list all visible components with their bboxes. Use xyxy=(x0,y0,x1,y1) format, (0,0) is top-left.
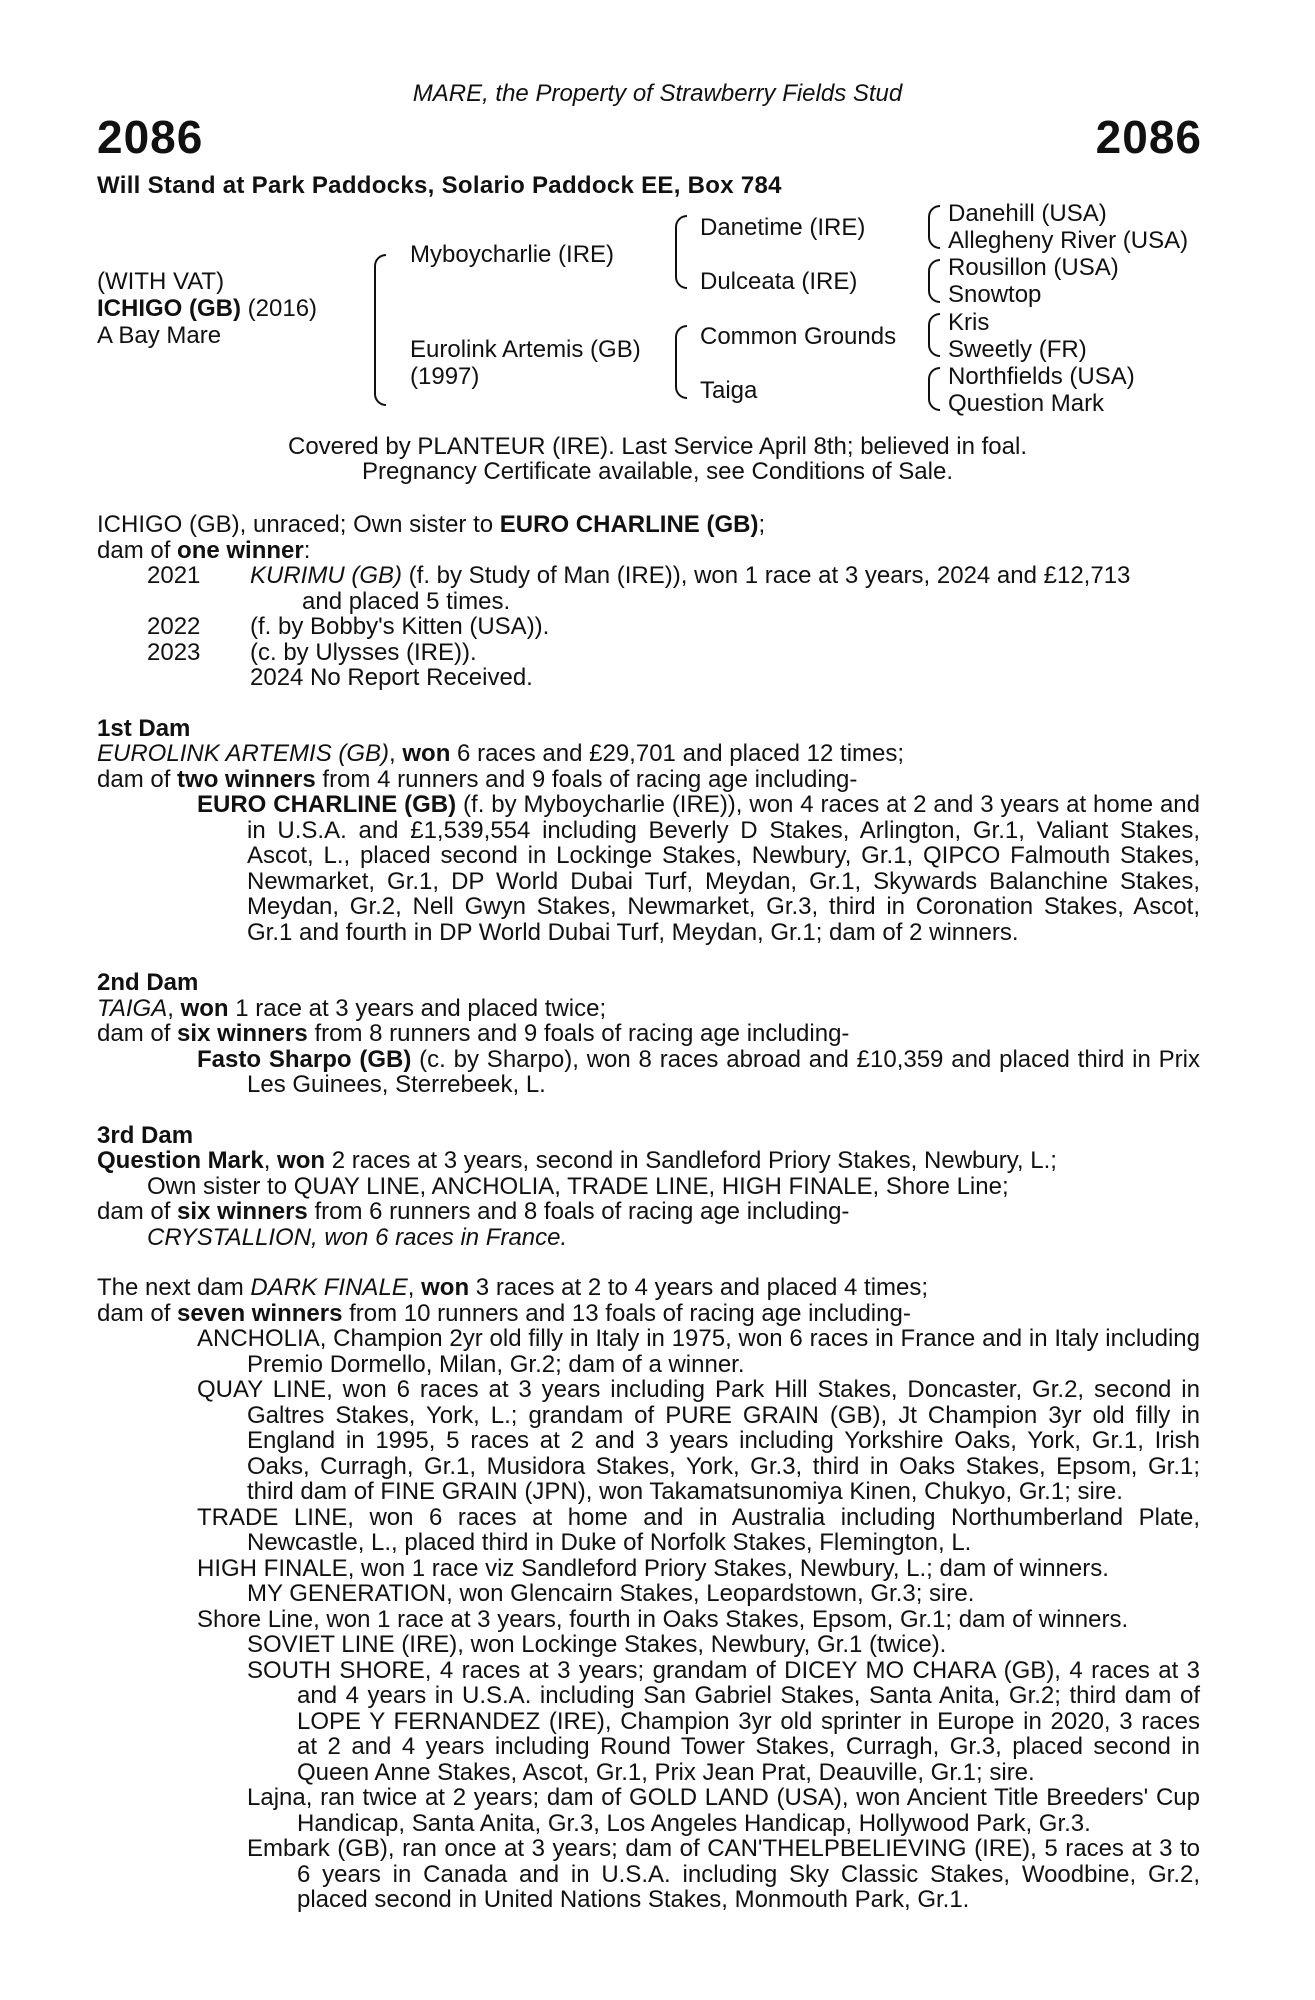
dam1-line-1: EUROLINK ARTEMIS (GB), won 6 races and £29,701 and placed 12 times; xyxy=(97,740,905,767)
horse-name: ICHIGO (GB) xyxy=(97,295,241,322)
intro-line-1: ICHIGO (GB), unraced; Own sister to EURO CHARLINE (GB); xyxy=(97,511,766,538)
g3-4: Snowtop xyxy=(948,281,1042,308)
nextdam-line-2: dam of seven winners from 10 runners and 13 foals of racing age including- xyxy=(97,1299,911,1327)
page-title: MARE, the Property of Strawberry Fields Stud xyxy=(412,80,903,107)
dam3-own-sister: Own sister to QUAY LINE, ANCHOLIA, TRADE LINE, HIGH FINALE, Shore Line; xyxy=(147,1172,1009,1200)
entry-soviet-line: SOVIET LINE (IRE), won Lockinge Stakes, Newbury, Gr.1 (twice). xyxy=(247,1631,947,1658)
g3-3: Rousillon (USA) xyxy=(948,254,1119,281)
vat-note: (WITH VAT) xyxy=(97,268,225,295)
entry-quay-line: QUAY LINE, won 6 races at 3 years including Park Hill Stakes, Doncaster, Gr.2, second in Galtres Stakes, York, L.; grandam of PURE GRAIN (GB), Jt Champion 3yr old filly in England in 1995, 5 races at 2 and 3 years including Yorkshire Oaks, York, Gr.1, Irish Oaks, Curragh, Gr.1, Musidora Stakes, York, Gr.3, third in Oaks Stakes, Epsom, Gr.1; third dam of FINE GRAIN (JPN), won Takamatsunomiya Kinen, Chukyo, Gr.1; sire. xyxy=(197,1376,1200,1505)
entry-ancholia: ANCHOLIA, Champion 2yr old filly in Italy in 1975, won 6 races in France and in Italy including Premio Dormello, Milan, Gr.2; dam of a winner. xyxy=(197,1325,1200,1378)
dam3-line-2: dam of six winners from 6 runners and 8 foals of racing age including- xyxy=(97,1198,850,1225)
brace-dam-parents xyxy=(675,325,687,399)
brace-sire-parents xyxy=(675,215,687,289)
dam1-line-2: dam of two winners from 4 runners and 9 foals of racing age including- xyxy=(97,765,858,793)
entry-lajna: Lajna, ran twice at 2 years; dam of GOLD LAND (USA), won Ancient Title Breeders' Cup Handicap, Santa Anita, Gr.3, Los Angeles Handicap, Hollywood Park, Gr.3. xyxy=(247,1784,1200,1837)
covered-by: Covered by PLANTEUR (IRE). Last Service April 8th; believed in foal. xyxy=(288,433,1027,460)
sire-dam: Dulceata (IRE) xyxy=(700,268,858,295)
brace-g3-3 xyxy=(928,313,940,357)
g3-7: Northfields (USA) xyxy=(948,363,1135,390)
dam2-line-1: TAIGA, won 1 race at 3 years and placed twice; xyxy=(97,994,607,1022)
intro-line-2: dam of one winner: xyxy=(97,536,311,564)
brace-g3-4 xyxy=(928,367,940,411)
entry-embark: Embark (GB), ran once at 3 years; dam of CAN'THELPBELIEVING (IRE), 5 races at 3 to 6 years in Canada and in U.S.A. including Sky Classic Stakes, Woodbine, Gr.2, placed second in United Nations Stakes, Monmouth Park, Gr.1. xyxy=(247,1835,1200,1913)
dam2-entry: Fasto Sharpo (GB) (c. by Sharpo), won 8 races abroad and £10,359 and placed third in Prix Les Guinees, Sterrebeek, L. xyxy=(197,1045,1200,1098)
g3-6: Sweetly (FR) xyxy=(948,336,1087,363)
catalogue-body xyxy=(97,512,1200,1913)
dam3-line-1: Question Mark, won 2 races at 3 years, second in Sandleford Priory Stakes, Newbury, L.; xyxy=(97,1147,1057,1174)
produce-row: 2023 (c. by Ulysses (IRE)). 2024 No Report Received. xyxy=(147,638,533,691)
brace-g3-2 xyxy=(928,259,940,303)
entry-my-generation: MY GENERATION, won Glencairn Stakes, Leopardstown, Gr.3; sire. xyxy=(247,1580,975,1607)
dam2-line-2: dam of six winners from 8 runners and 9 foals of racing age including- xyxy=(97,1020,850,1047)
horse-year: (2016) xyxy=(247,295,318,322)
horse-description: A Bay Mare xyxy=(97,322,222,349)
g3-5: Kris xyxy=(948,309,990,336)
dam-sire: Common Grounds xyxy=(700,323,897,350)
g3-8: Question Mark xyxy=(948,390,1105,417)
sire-sire: Danetime (IRE) xyxy=(700,214,866,241)
dam: Eurolink Artemis (GB) xyxy=(410,336,641,363)
horse-name-line xyxy=(97,295,317,322)
nextdam-line-1: The next dam DARK FINALE, won 3 races at 2 to 4 years and placed 4 times; xyxy=(97,1274,929,1301)
sire: Myboycharlie (IRE) xyxy=(410,241,615,268)
g3-2: Allegheny River (USA) xyxy=(948,227,1189,254)
entry-south-shore: SOUTH SHORE, 4 races at 3 years; grandam of DICEY MO CHARA (GB), 4 races at 3 and 4 years in U.S.A. including San Gabriel Stakes, Santa Anita, Gr.2; third dam of LOPE Y FERNANDEZ (IRE), Champion 3yr old sprinter in Europe in 2020, 3 races at 2 and 4 years including Round Tower Stakes, Curragh, Gr.3, placed second in Queen Anne Stakes, Ascot, Gr.1, Prix Jean Prat, Deauville, Gr.1; sire. xyxy=(247,1656,1200,1786)
dam-dam: Taiga xyxy=(700,377,758,404)
entry-high-finale: HIGH FINALE, won 1 race viz Sandleford Priory Stakes, Newbury, L.; dam of winners. xyxy=(197,1554,1109,1582)
brace-parents xyxy=(374,254,386,406)
entry-shore-line: Shore Line, won 1 race at 3 years, fourth in Oaks Stakes, Epsom, Gr.1; dam of winners. xyxy=(197,1605,1129,1633)
section-heading: 3rd Dam xyxy=(97,1121,194,1149)
pregnancy-note: Pregnancy Certificate available, see Conditions of Sale. xyxy=(362,458,953,485)
dam-year: (1997) xyxy=(410,363,480,390)
stand-location: Will Stand at Park Paddocks, Solario Paddock EE, Box 784 xyxy=(97,172,782,199)
brace-g3-1 xyxy=(928,205,940,249)
dam1-entry: EURO CHARLINE (GB) (f. by Myboycharlie (IRE)), won 4 races at 2 and 3 years at home and in U.S.A. and £1,539,554 including Beverly D Stakes, Arlington, Gr.1, Valiant Stakes, Ascot, L., placed second in Lockinge Stakes, Newbury, Gr.1, QIPCO Falmouth Stakes, Newmarket, Gr.1, DP World Dubai Turf, Meydan, Gr.1, Skywards Balanchine Stakes, Meydan, Gr.2, Nell Gwyn Stakes, Newmarket, Gr.3, third in Coronation Stakes, Ascot, Gr.1 and fourth in DP World Dubai Turf, Meydan, Gr.1; dam of 2 winners. xyxy=(197,791,1201,946)
produce-row: 2022 (f. by Bobby's Kitten (USA)). xyxy=(147,613,550,640)
g3-1: Danehill (USA) xyxy=(948,200,1107,227)
entry-trade-line: TRADE LINE, won 6 races at home and in Australia including Northumberland Plate, Newcastle, L., placed third in Duke of Norfolk Stakes, Flemington, L. xyxy=(197,1503,1200,1556)
lot-number-right: 2086 xyxy=(1095,111,1202,163)
dam3-entry: CRYSTALLION, won 6 races in France. xyxy=(147,1223,568,1251)
section-heading: 1st Dam xyxy=(97,714,191,742)
section-heading: 2nd Dam xyxy=(97,969,199,996)
lot-number-left: 2086 xyxy=(97,111,204,163)
produce-row: 2021 KURIMU (GB) (f. by Study of Man (IRE)), won 1 race at 3 years, 2024 and £12,713 and placed 5 times. xyxy=(147,562,1131,615)
